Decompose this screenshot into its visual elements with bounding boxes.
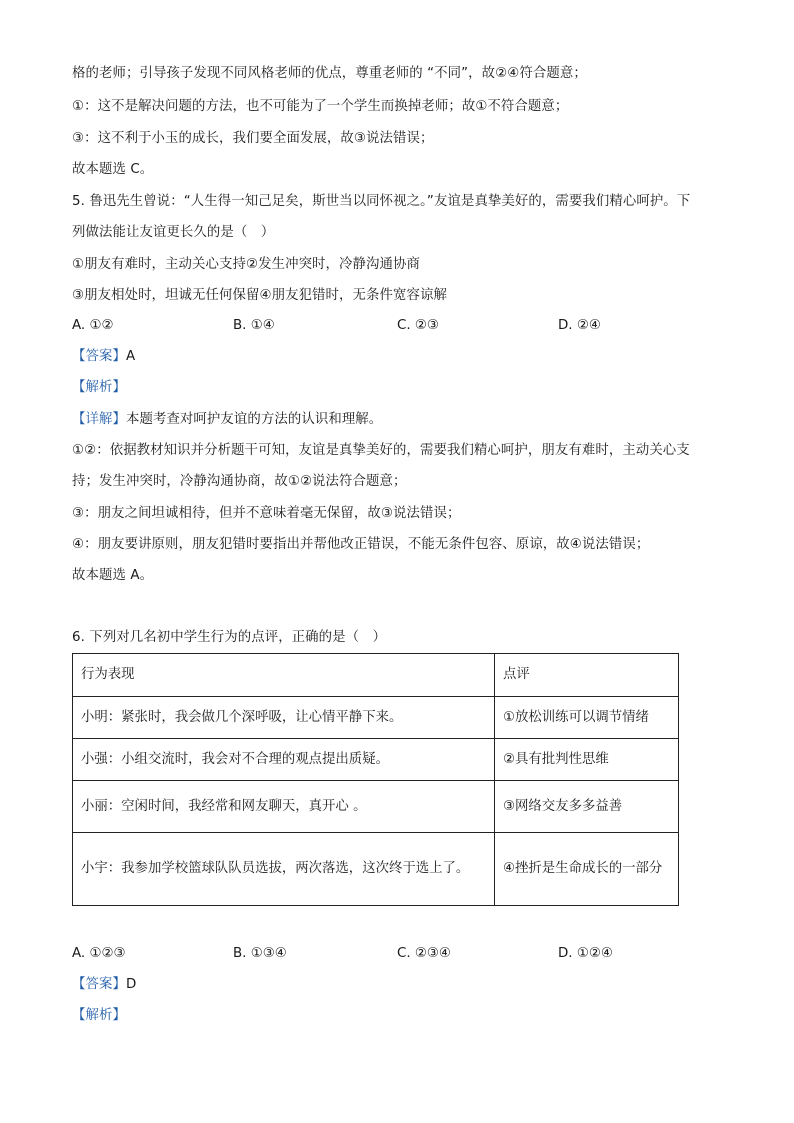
q6-option-b: B. ①③④ [233, 946, 287, 961]
q6-table [72, 653, 679, 906]
table-row [73, 833, 679, 906]
q5-items-line-1: ①朋友有难时，主动关心支持②发生冲突时，冷静沟通协商 [72, 257, 420, 272]
prev-analysis-line-1: 格的老师；引导孩子发现不同风格老师的优点，尊重老师的 “不同”，故②④符合题意； [72, 66, 587, 81]
q5-explanation-line-4: ④：朋友要讲原则，朋友犯错时要指出并帮他改正错误，不能无条件包容、原谅，故④说法错误； [72, 537, 650, 552]
table-header-row [73, 654, 679, 697]
q5-explanation-line-1: ①②：依据教材知识并分析题干可知，友谊是真挚美好的，需要我们精心呵护，朋友有难时，主动关心支 [72, 443, 690, 458]
q6-answer [72, 975, 136, 995]
table-cell: 小宇：我参加学校篮球队队员选拔，两次落选，这次终于选上了。 [73, 833, 495, 906]
table-cell: ③网络交友多多益善 [495, 781, 679, 833]
prev-conclusion: 故本题选 C。 [72, 162, 154, 177]
answer-tag: 【答案】 [72, 977, 126, 992]
q5-explanation-line-2: 持；发生冲突时，冷静沟通协商，故①②说法符合题意； [72, 474, 407, 489]
detail-tag: 【详解】 [72, 412, 126, 427]
table-header-cell: 点评 [495, 654, 679, 697]
q5-option-d: D. ②④ [558, 318, 601, 333]
q5-items-line-2: ③朋友相处时，坦诚无任何保留④朋友犯错时，无条件宽容谅解 [72, 288, 447, 303]
q5-stem-line-2: 列做法能让友谊更长久的是（ ） [72, 225, 275, 240]
table-cell: 小明：紧张时，我会做几个深呼吸，让心情平静下来。 [73, 697, 495, 739]
table-cell: 小强：小组交流时，我会对不合理的观点提出质疑。 [73, 739, 495, 781]
table-row [73, 697, 679, 739]
answer-tag: 【答案】 [72, 349, 126, 364]
table-cell: ④挫折是生命成长的一部分 [495, 833, 679, 906]
q5-conclusion: 故本题选 A。 [72, 568, 154, 583]
answer-value: A [125, 349, 136, 364]
q6-stem: 6. 下列对几名初中学生行为的点评，正确的是（ ） [72, 630, 387, 645]
q5-answer [72, 347, 135, 367]
table-row [73, 781, 679, 833]
q6-option-a: A. ①②③ [72, 946, 126, 961]
prev-analysis-line-2: ①：这不是解决问题的方法，也不可能为了一个学生而换掉老师；故①不符合题意； [72, 99, 569, 114]
q5-analysis-heading [72, 378, 126, 398]
analysis-tag: 【解析】 [72, 380, 126, 395]
table-header-cell: 行为表现 [73, 654, 495, 697]
q6-analysis-heading [72, 1006, 126, 1026]
prev-analysis-line-3: ③：这不利于小玉的成长，我们要全面发展，故③说法错误； [72, 131, 434, 146]
q5-stem-line-1: 5. 鲁迅先生曾说：“人生得一知己足矣，斯世当以同怀视之。”友谊是真挚美好的，需要我们精心呵护。下 [72, 194, 691, 209]
table-row [73, 739, 679, 781]
q5-detail [72, 410, 382, 430]
detail-text: 本题考查对呵护友谊的方法的认识和理解。 [125, 412, 383, 427]
q5-option-b: B. ①④ [233, 318, 275, 333]
table-cell: ②具有批判性思维 [495, 739, 679, 781]
q5-option-c: C. ②③ [397, 318, 439, 333]
q5-explanation-line-3: ③：朋友之间坦诚相待，但并不意味着毫无保留，故③说法错误； [72, 506, 461, 521]
q6-option-d: D. ①②④ [558, 946, 613, 961]
analysis-tag: 【解析】 [72, 1008, 126, 1023]
table-cell: 小丽：空闲时间，我经常和网友聊天，真开心 。 [73, 781, 495, 833]
answer-value: D [125, 977, 137, 992]
q5-option-a: A. ①② [72, 318, 114, 333]
q6-option-c: C. ②③④ [397, 946, 451, 961]
table-cell: ①放松训练可以调节情绪 [495, 697, 679, 739]
